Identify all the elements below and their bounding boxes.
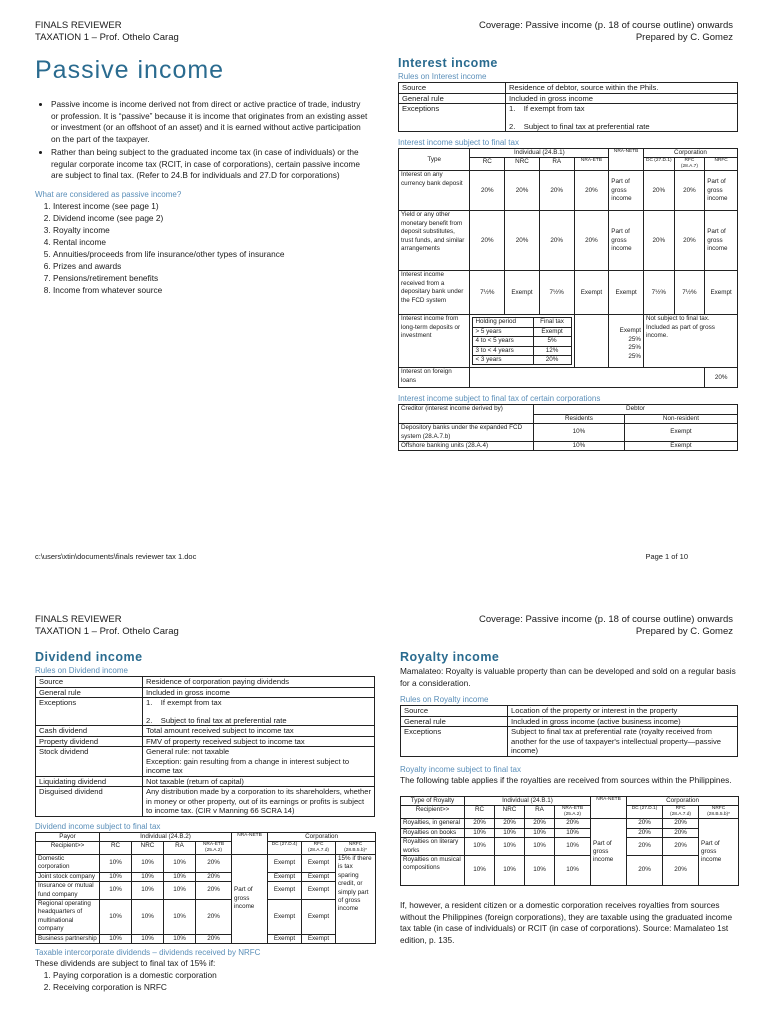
header-reviewer: FINALS REVIEWER — [35, 614, 122, 625]
table-row — [401, 819, 739, 828]
column-header: DC (27.D.4) — [268, 841, 302, 854]
table-cell: 20% — [627, 856, 663, 886]
column-header: Individual (24.B.1) — [470, 149, 609, 158]
table-cell: Exempt — [268, 899, 302, 934]
table-cell: Domestic corporation — [36, 854, 100, 872]
table-cell: 10% — [100, 934, 132, 943]
royalty-closing-text: If, however, a resident citizen or a domestic corporation receives royalties from sources without the Philippines (foreign corporations), they are taxable using the graduated income tax table (in case of individuals) or RCIT (in case of corporations). Source: Mamalateo 1st edition, p. 135. — [400, 900, 733, 945]
column-header: NRA-ETB — [574, 158, 609, 171]
table-cell: Exceptions — [36, 698, 143, 726]
column-header: Non-resident — [624, 414, 737, 423]
royalty-final-text: The following table applies if the royalties are received from sources within the Philippines. — [400, 774, 732, 785]
column-header: Recipient>> — [36, 841, 100, 854]
table-cell: Royalties on books — [401, 828, 465, 837]
page-2 — [0, 600, 768, 1024]
table-cell: FMV of property received subject to income tax — [143, 736, 375, 747]
table-cell: Exempt — [302, 872, 336, 881]
table-cell: 20% — [196, 872, 232, 881]
column-header: Corporation — [627, 797, 739, 806]
table-cell: 20% — [663, 856, 699, 886]
table-cell: 20% — [555, 819, 591, 828]
table-cell: 10% — [164, 934, 196, 943]
table-cell: 4 to < 5 years — [473, 337, 533, 346]
holding-period-table — [472, 317, 571, 365]
table-cell: Exempt — [624, 442, 737, 451]
column-header: Corporation — [268, 832, 376, 841]
column-header: NRA-NETB — [609, 149, 644, 171]
table-row — [36, 882, 376, 900]
table-cell: Not taxable (return of capital) — [143, 776, 375, 787]
royalty-intro: Mamalateo: Royalty is valuable property than can be developed and sold on a regular basis for a consideration. — [400, 666, 736, 688]
column-header: Individual (24.B.1) — [465, 797, 591, 806]
table-cell: 10% — [525, 828, 555, 837]
header-coverage: Coverage: Passive income (p. 18 of course outline) onwards — [479, 20, 733, 31]
list-item: 6. Prizes and awards — [53, 260, 370, 272]
interest-final-heading: Interest income subject to final tax — [398, 138, 519, 147]
table-cell — [470, 368, 705, 388]
column-header: RA — [525, 806, 555, 819]
table-cell: 10% — [465, 828, 495, 837]
taxable-intercorporate-list — [35, 969, 375, 993]
bullet-list — [35, 99, 370, 182]
table-cell: 10% — [164, 899, 196, 934]
table-row — [401, 706, 738, 717]
table-cell: 20% — [574, 171, 609, 211]
list-item: 7. Pensions/retirement benefits — [53, 272, 370, 284]
page-header-left — [35, 614, 179, 638]
table-cell: Part of gross income — [591, 819, 627, 886]
table-row — [399, 93, 738, 104]
list-item: 4. Rental income — [53, 236, 370, 248]
royalty-rules-table — [400, 705, 738, 757]
column-header: NRA-NETB — [591, 797, 627, 819]
table-cell: < 3 years — [473, 356, 533, 365]
table-cell: Business partnership — [36, 934, 100, 943]
column-header: Corporation — [643, 149, 737, 158]
table-cell: Exempt — [705, 271, 738, 315]
table-row — [399, 424, 738, 442]
footer-page-number: Page 1 of 10 — [645, 552, 688, 561]
table-row — [401, 856, 739, 886]
table-cell: Residence of debtor, source within the Phils. — [506, 83, 738, 94]
dividend-section — [35, 650, 375, 993]
dividend-rules-heading: Rules on Dividend income — [35, 666, 128, 675]
table-cell: Source — [36, 677, 143, 688]
table-cell: Subject to final tax at preferential rate (royalty received from another for the use of taxpayer's intellectual property—passive income) — [508, 727, 738, 757]
table-cell: Any distribution made by a corporation to its shareholders, whether in money or other property, out of its earnings or profits is subject to income tax. (CIR v Manning 66 SCRA 14) — [143, 787, 375, 817]
column-header: RC — [470, 158, 505, 171]
table-cell: Total amount received subject to income tax — [143, 726, 375, 737]
table-cell: 20% — [674, 211, 705, 271]
column-header: DC (27.D.1) — [643, 158, 674, 171]
table-cell: Part of gross income — [609, 171, 644, 211]
dividend-rules-table — [35, 676, 375, 817]
table-cell: Property dividend — [36, 736, 143, 747]
table-cell: Part of gross income — [699, 819, 739, 886]
table-cell: 10% — [100, 854, 132, 872]
table-cell: Liquidating dividend — [36, 776, 143, 787]
table-cell: 10% — [525, 838, 555, 856]
column-header: Recipient>> — [401, 806, 465, 819]
interest-rules-heading: Rules on Interest income — [398, 72, 487, 81]
table-cell: Depository banks under the expanded FCD system (28.A.7.b) — [399, 424, 534, 442]
column-header: NRC — [505, 158, 540, 171]
table-cell: 7½% — [470, 271, 505, 315]
table-header-row — [399, 149, 738, 158]
table-cell: Exempt — [574, 271, 609, 315]
royalty-rules-heading: Rules on Royalty income — [400, 695, 489, 704]
table-cell: Part of gross income — [232, 854, 268, 943]
table-cell — [574, 315, 609, 368]
certain-heading: Interest income subject to final tax of certain corporations — [398, 394, 601, 404]
column-header: NRC — [495, 806, 525, 819]
table-cell: Stock dividend — [36, 747, 143, 777]
table-cell: Exempt — [268, 934, 302, 943]
column-header: RFC (28.A.7.d) — [302, 841, 336, 854]
table-cell: Part of gross income — [609, 211, 644, 271]
certain-corporations-table — [398, 404, 738, 451]
table-cell: 20% — [574, 211, 609, 271]
column-header: NRFC — [705, 158, 738, 171]
table-cell: 20% — [505, 171, 540, 211]
header-prepared-by: Prepared by C. Gomez — [635, 32, 733, 43]
list-item: 1. Paying corporation is a domestic corporation — [53, 969, 375, 981]
table-cell: Royalties, in general — [401, 819, 465, 828]
table-cell: General rule: not taxable Exception: gain resulting from a change in interest subject to income tax — [143, 747, 375, 777]
table-cell: Exempt — [533, 327, 571, 336]
column-header: RA — [539, 158, 574, 171]
table-row — [399, 315, 738, 368]
header-reviewer: FINALS REVIEWER — [35, 20, 122, 31]
column-header: RC — [465, 806, 495, 819]
table-cell: Joint stock company — [36, 872, 100, 881]
table-cell: 10% — [132, 899, 164, 934]
table-cell: 20% — [196, 934, 232, 943]
table-row — [399, 442, 738, 451]
table-cell: Interest on any currency bank deposit — [399, 171, 470, 211]
royalty-final-table — [400, 796, 739, 886]
table-row — [399, 104, 738, 132]
table-cell: 20% — [539, 211, 574, 271]
table-cell: 10% — [534, 442, 625, 451]
royalty-section — [400, 650, 738, 946]
table-cell: Cash dividend — [36, 726, 143, 737]
table-cell: 20% — [495, 819, 525, 828]
table-cell: Exempt — [268, 872, 302, 881]
table-cell: Disguised dividend — [36, 787, 143, 817]
left-column — [35, 56, 370, 296]
table-cell: 20% — [643, 171, 674, 211]
table-row — [36, 872, 376, 881]
table-row — [36, 726, 375, 737]
table-cell: 20% — [627, 819, 663, 828]
table-cell: Exempt — [302, 934, 336, 943]
column-header: DC (27.D.1) — [627, 806, 663, 819]
table-cell: Interest income from long-term deposits or investment — [399, 315, 470, 368]
table-cell: Regional operating headquarters of multinational company — [36, 899, 100, 934]
taxable-intercorporate-heading: Taxable intercorporate dividends – dividends received by NRFC — [35, 947, 261, 957]
table-cell: Included in gross income — [506, 93, 738, 104]
table-row — [399, 368, 738, 388]
table-cell: 10% — [132, 872, 164, 881]
table-cell: General rule — [399, 93, 506, 104]
table-cell: Royalties on literary works — [401, 838, 465, 856]
table-cell: 20% — [465, 819, 495, 828]
column-header: NRA-ETB (25.A.2) — [555, 806, 591, 819]
table-cell: 20% — [674, 171, 705, 211]
table-cell: 10% — [100, 882, 132, 900]
table-cell: 10% — [534, 424, 625, 442]
column-header: NRFC (28.B.5.b)* — [336, 841, 376, 854]
table-cell: 20% — [196, 882, 232, 900]
list-item: 5. Annuities/proceeds from life insurance/other types of insurance — [53, 248, 370, 260]
table-cell: 20% — [663, 828, 699, 837]
table-cell: 15% if there is tax sparing credit, or simply part of gross income — [336, 854, 376, 943]
table-cell: 20% — [627, 838, 663, 856]
table-cell: Included in gross income (active business income) — [508, 716, 738, 727]
table-row — [399, 171, 738, 211]
table-row — [36, 934, 376, 943]
table-row — [401, 716, 738, 727]
table-cell: 10% — [495, 828, 525, 837]
table-row — [36, 899, 376, 934]
royalty-heading: Royalty income — [400, 650, 500, 664]
column-header: NRA-ETB (25.A.2) — [196, 841, 232, 854]
table-cell: 10% — [100, 899, 132, 934]
page-title: Passive income — [35, 56, 225, 84]
table-row — [399, 83, 738, 94]
royalty-final-heading: Royalty income subject to final tax — [400, 764, 521, 774]
column-header: Creditor (interest income derived by) — [399, 405, 534, 424]
table-cell: Exempt — [505, 271, 540, 315]
dividend-heading: Dividend income — [35, 650, 143, 664]
table-cell: Exempt — [302, 882, 336, 900]
list-item: 2. Dividend income (see page 2) — [53, 212, 370, 224]
column-header: RC — [100, 841, 132, 854]
table-row — [36, 687, 375, 698]
list-item: 8. Income from whatever source — [53, 284, 370, 296]
interest-heading: Interest income — [398, 56, 498, 70]
page-header-left — [35, 20, 179, 44]
column-header: NRC — [132, 841, 164, 854]
table-cell: Interest income received from a depositary bank under the FCD system — [399, 271, 470, 315]
table-cell: Yield or any other monetary benefit from deposit substitutes, trust funds, and similar arrangements — [399, 211, 470, 271]
table-cell: Source — [399, 83, 506, 94]
table-row — [36, 736, 375, 747]
table-cell: Exempt — [302, 899, 336, 934]
table-cell: 1. If exempt from tax 2. Subject to final tax at preferential rate — [143, 698, 375, 726]
table-cell: Exempt — [609, 271, 644, 315]
table-cell: Holding period — [473, 318, 533, 327]
table-cell: 10% — [465, 856, 495, 886]
list-item: 2. Receiving corporation is NRFC — [53, 981, 375, 993]
column-header: RFC (28.A.7.d) — [663, 806, 699, 819]
footer-path: c:\users\xtin\documents\finals reviewer tax 1.doc — [35, 552, 197, 561]
table-cell: 10% — [525, 856, 555, 886]
table-row — [36, 698, 375, 726]
table-cell: 10% — [164, 872, 196, 881]
table-cell: Exceptions — [401, 727, 508, 757]
table-cell: 7½% — [643, 271, 674, 315]
dividend-final-heading: Dividend income subject to final tax — [35, 821, 161, 831]
interest-section — [398, 56, 738, 451]
table-cell: > 5 years — [473, 327, 533, 336]
column-header: NRFC (28.B.5.b)* — [699, 806, 739, 819]
table-row — [401, 727, 738, 757]
table-cell: 20% — [470, 171, 505, 211]
interest-final-table — [398, 148, 738, 388]
table-cell: Final tax — [533, 318, 571, 327]
table-cell: Royalties on musical compositions — [401, 856, 465, 886]
table-cell: Exceptions — [399, 104, 506, 132]
table-cell: Insurance or mutual fund company — [36, 882, 100, 900]
bullet-item: • Passive income is income derived not from direct or active practice of trade, industry or profession. It is “passive” because it is income that originates from an existing asset or investment (or an offshoot of an asset) and it is earned without active participation on the part of the taxpayer. — [51, 99, 370, 145]
table-cell: Residence of corporation paying dividends — [143, 677, 375, 688]
table-cell: 20% — [533, 356, 571, 365]
table-row — [36, 776, 375, 787]
table-cell: Part of gross income — [705, 211, 738, 271]
table-cell: Exempt — [302, 854, 336, 872]
table-cell: Exempt — [268, 882, 302, 900]
page-gap — [0, 578, 768, 600]
list-item: 1. Interest income (see page 1) — [53, 200, 370, 212]
table-row — [401, 838, 739, 856]
table-cell: 20% — [525, 819, 555, 828]
page-header-right — [479, 614, 733, 638]
list-item: 3. Royalty income — [53, 224, 370, 236]
table-cell: Exempt — [624, 424, 737, 442]
table-cell: 10% — [495, 838, 525, 856]
table-row — [36, 787, 375, 817]
nra-netb-long-term-cell: Exempt 25% 25% 25% — [609, 315, 644, 368]
table-cell: 20% — [196, 899, 232, 934]
table-cell: 20% — [663, 819, 699, 828]
table-cell: 10% — [132, 854, 164, 872]
column-header: Type of Royalty — [401, 797, 465, 806]
table-row — [399, 211, 738, 271]
table-cell: 10% — [555, 828, 591, 837]
header-coverage: Coverage: Passive income (p. 18 of course outline) onwards — [479, 614, 733, 625]
exception-2: 2. Subject to final tax at preferential rate — [509, 121, 650, 131]
taxable-intercorporate-text: These dividends are subject to final tax of 15% if: — [35, 957, 216, 968]
table-cell: Included in gross income — [143, 687, 375, 698]
table-cell: Offshore banking units (28.A.4) — [399, 442, 534, 451]
bullet-item: • Rather than being subject to the graduated income tax (in case of individuals) or the regular corporate income tax (RCIT, in case of corporations), certain passive income are subject to final tax. (Refer to 24.B for individuals and 27.D for corporations) — [51, 147, 370, 182]
what-list — [35, 200, 370, 296]
column-header: NRA-NETB — [232, 832, 268, 854]
table-cell: 10% — [164, 882, 196, 900]
table-cell: Location of the property or interest in the property — [508, 706, 738, 717]
page-header-right — [479, 20, 733, 44]
table-cell: 20% — [627, 828, 663, 837]
header-prepared-by: Prepared by C. Gomez — [635, 626, 733, 637]
what-heading: What are considered as passive income? — [35, 189, 182, 199]
table-cell: Part of gross income — [705, 171, 738, 211]
table-row — [401, 828, 739, 837]
header-course: TAXATION 1 – Prof. Othelo Carag — [35, 626, 179, 637]
column-header: RFC (28.A.7) — [674, 158, 705, 171]
dividend-final-table — [35, 832, 376, 944]
table-cell: 10% — [100, 872, 132, 881]
column-header: Payor — [36, 832, 100, 841]
table-cell: 12% — [533, 346, 571, 355]
header-course: TAXATION 1 – Prof. Othelo Carag — [35, 32, 179, 43]
table-cell: 20% — [643, 211, 674, 271]
table-cell: Source — [401, 706, 508, 717]
table-cell: 3 to < 4 years — [473, 346, 533, 355]
table-cell: 10% — [555, 838, 591, 856]
table-cell: General rule — [36, 687, 143, 698]
table-cell: 10% — [495, 856, 525, 886]
table-cell: 20% — [539, 171, 574, 211]
column-header: RA — [164, 841, 196, 854]
column-header: Individual (24.B.2) — [100, 832, 232, 841]
table-cell: 7½% — [539, 271, 574, 315]
table-cell: 10% — [164, 854, 196, 872]
table-cell: Exempt — [268, 854, 302, 872]
table-row — [36, 747, 375, 777]
table-row — [36, 854, 376, 872]
table-row — [36, 677, 375, 688]
table-cell: 20% — [505, 211, 540, 271]
column-header: Type — [399, 149, 470, 171]
table-cell: 20% — [705, 368, 738, 388]
table-cell — [506, 104, 738, 132]
table-cell: Not subject to final tax. Included as part of gross income. — [643, 315, 737, 368]
table-row — [399, 271, 738, 315]
table-cell: 10% — [465, 838, 495, 856]
table-cell: 10% — [132, 882, 164, 900]
table-cell: 5% — [533, 337, 571, 346]
interest-rules-table — [398, 82, 738, 132]
exception-1: 1. If exempt from tax — [509, 104, 585, 113]
table-cell: 10% — [132, 934, 164, 943]
holding-period-cell — [470, 315, 574, 368]
table-cell: 7½% — [674, 271, 705, 315]
column-header: Debtor — [534, 405, 738, 414]
table-cell: 20% — [663, 838, 699, 856]
table-cell: General rule — [401, 716, 508, 727]
column-header: Residents — [534, 414, 625, 423]
table-cell: Interest on foreign loans — [399, 368, 470, 388]
table-cell: 10% — [555, 856, 591, 886]
table-cell: 20% — [470, 211, 505, 271]
table-cell: 20% — [196, 854, 232, 872]
